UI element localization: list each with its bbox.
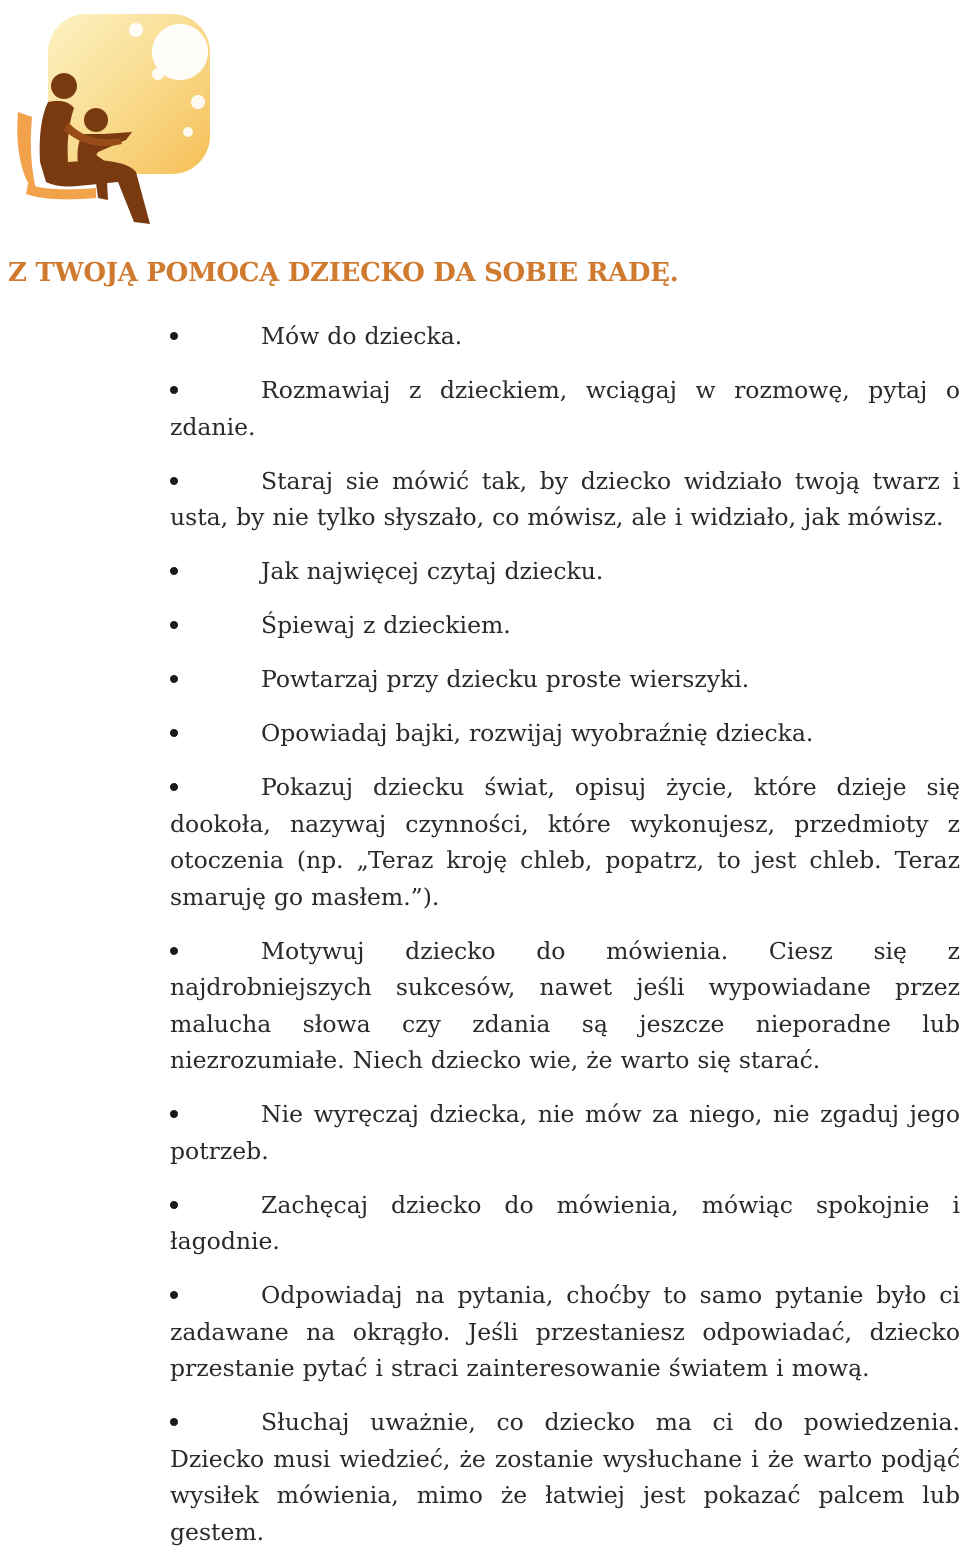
list-item	[170, 1187, 960, 1260]
tip-text: Jak najwięcej czytaj dziecku.	[261, 557, 604, 585]
page-title: Z TWOJĄ POMOCĄ DZIECKO DA SOBIE RADĘ.	[8, 258, 679, 288]
list-item	[170, 553, 960, 590]
bullet-icon	[170, 1201, 178, 1209]
bullet-icon	[170, 947, 178, 955]
list-item	[170, 933, 960, 1079]
tip-text: Śpiewaj z dzieckiem.	[261, 611, 511, 639]
tip-text: Zachęcaj dziecko do mówienia, mówiąc spokojnie i łagodnie.	[170, 1190, 960, 1255]
list-item	[170, 463, 960, 536]
list-item	[170, 715, 960, 752]
list-item	[170, 1277, 960, 1387]
list-item	[170, 372, 960, 445]
bullet-icon	[170, 729, 178, 737]
bullet-icon	[170, 477, 178, 485]
tips-list	[170, 318, 960, 1568]
parent-with-child-on-chair-icon	[8, 12, 213, 230]
list-item	[170, 661, 960, 698]
bullet-icon	[170, 332, 178, 340]
bullet-icon	[170, 1110, 178, 1118]
tip-text: Słuchaj uważnie, co dziecko ma ci do powiedzenia. Dziecko musi wiedzieć, że zostanie wysłuchane i że warto podjąć wysiłek mówienia, mimo że łatwiej jest pokazać palcem lub gestem.	[170, 1408, 960, 1546]
tip-text: Nie wyręczaj dziecka, nie mów za niego, nie zgaduj jego potrzeb.	[170, 1100, 960, 1165]
tip-text: Odpowiadaj na pytania, choćby to samo pytanie było ci zadawane na okrągło. Jeśli przestaniesz odpowiadać, dziecko przestanie pytać i straci zainteresowanie światem i mową.	[170, 1281, 960, 1382]
logo	[8, 12, 213, 230]
list-item	[170, 769, 960, 915]
list-item	[170, 607, 960, 644]
bullet-icon	[170, 783, 178, 791]
tip-text: Mów do dziecka.	[261, 322, 463, 350]
list-item	[170, 1096, 960, 1169]
tip-text: Motywuj dziecko do mówienia. Ciesz się z najdrobniejszych sukcesów, nawet jeśli wypowiadane przez malucha słowa czy zdania są jeszcze nieporadne lub niezrozumiałe. Niech dziecko wie, że warto się starać.	[170, 936, 960, 1074]
bullet-icon	[170, 1418, 178, 1426]
bullet-icon	[170, 1291, 178, 1299]
tip-text: Opowiadaj bajki, rozwijaj wyobraźnię dziecka.	[261, 719, 814, 747]
list-item	[170, 318, 960, 355]
tip-text: Rozmawiaj z dzieckiem, wciągaj w rozmowę, pytaj o zdanie.	[170, 376, 960, 441]
bullet-icon	[170, 675, 178, 683]
tip-text: Powtarzaj przy dziecku proste wierszyki.	[261, 665, 750, 693]
bullet-icon	[170, 567, 178, 575]
bullet-icon	[170, 621, 178, 629]
list-item	[170, 1404, 960, 1550]
tip-text: Staraj sie mówić tak, by dziecko widziało twoją twarz i usta, by nie tylko słyszało, co mówisz, ale i widziało, jak mówisz.	[170, 466, 960, 531]
bullet-icon	[170, 386, 178, 394]
tip-text: Pokazuj dziecku świat, opisuj życie, które dzieje się dookoła, nazywaj czynności, które wykonujesz, przedmioty z otoczenia (np. „Teraz kroję chleb, popatrz, to jest chleb. Teraz smaruję go masłem.”).	[170, 773, 960, 911]
